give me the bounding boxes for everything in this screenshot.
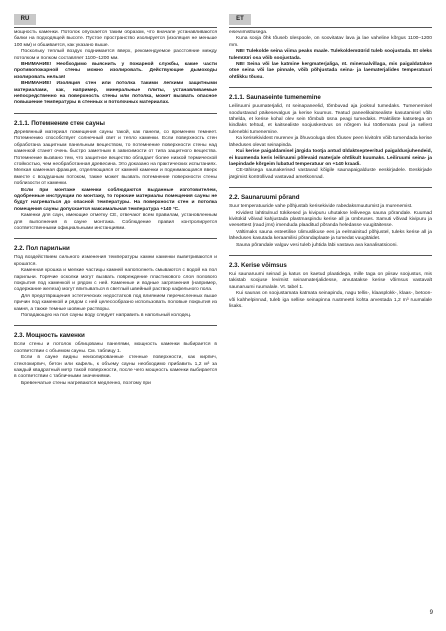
section-divider xyxy=(229,87,432,88)
paragraph: Kividest lahtitulnud tükikesed ja kivipuru uhutakse leiliveega sauna põrandale. Kuumad kivitükid võivad kahjustada plastmaspindu kerise all ja ümbruses. Samuti võivad kivipuru ja veesettest (raud jms) imenduda plaaditud põranda heledasse vuugitäitesse. xyxy=(229,210,432,229)
paragraph: Если в сауне видны неизолированные стенные поверхности, как кирпич, стеклокирпич, бетон или кафель, к объему сауны необходимо прибавить 1,2 м³ за каждый квадратный метр такой поверхности, после чего мощность каменки выбирается в соответствии с табличными значениями. xyxy=(14,355,217,380)
section-divider xyxy=(229,255,432,256)
paragraph: Поскольку теплый воздух поднимается вверх, рекомендуемое расстояние между потолком и полком составляет 1100–1200 мм. xyxy=(14,49,217,61)
section-heading: 2.2. Saunaruumi põrand xyxy=(229,194,300,202)
paragraph: Ka kerisekividest murenev ja õhuvooluga üles tõusev peen kivitolm võib tumendada kerise läheduses olevat seinapinda. xyxy=(229,136,432,148)
section-divider xyxy=(14,238,217,239)
warning-paragraph: NB! Tulekolde seina viima peaks maale. Tulekoldemüürid tuleb soojustada. Et oleks tulemüüri osa võib soojustada. xyxy=(229,49,432,61)
paragraph: Под воздействием сильного изменения температуры камни каменки выветриваются и крошатся. xyxy=(14,255,217,267)
paragraph: Kui saunas on soojustamata katmata seinapindu, nagu tellis-, klaasplokk-, klaas-, betoon- või kahhelpinnad, tuleb iga sellise seinapinna ruutmeetri kohta arvestada 1,2 m³ ruumalale lisaks. xyxy=(229,291,432,309)
paragraph: Каменки для саун, имеющие отметку CE, отвечают всем правилам, установленным для выполнения в сауне монтажа. Соблюдение правил контролируется соответственными официальными инстанциями. xyxy=(14,213,217,231)
paragraph: Каменная крошка и мелкие частицы камней напополнеть смываются с водой на пол парильни. Горячие осколки могут вызвать повреждение пластикового слоя полового покрытия под каменкой и рядом с ней. Каменные и водные загрязнения (например, содержание железа) могут впитываться в светлый швейный раствор кафельного пола. xyxy=(14,268,217,293)
section-heading: 2.2. Пол парильни xyxy=(14,245,70,253)
paragraph: Vältimaks sauna esteetilise ülimuslikuse ees ja eelmainitud põhjustel, tuleks kerise all ja läheduses kasutada keraamilisi põrandaplaate ja tumedat vuugitäidet. xyxy=(229,229,432,242)
paragraph: Деревянный материал помещения сауны такой, как панели, со временем темнеет. Потемнению способствует солнечный свет и тепло каменки. Если поверхность стен обработана защитным панельным веществом, то потемнение поверхности стены над каменкой станет очень быстро заметным в зависимости от типа защитного вещества. Потемнение вызвано тем, что защитное вещество обладает более низкой термической стойкостью, чем необработанная древесина. Это доказано на практических испытаниях. Мелкая каменная фракция, отделяющаяся от камней каменки и поднимающаяся вверх вместе с воздушным потоком, также может вызвать потемнение поверхности стены поблизости от каменки. xyxy=(14,129,217,187)
section-heading: 2.1.1. Saunaseinte tumenemine xyxy=(229,94,321,102)
paragraph: Sauna põrandale valguv vesi tuleb juhtida läbi vastava ava kanalisatsiooni. xyxy=(236,242,398,248)
paragraph: Suur temperatuuride vahe põhjustab kerisekivide rabedaksmuutumist ja murenemist. xyxy=(229,204,413,210)
paragraph: Попадающую на пол сауны воду следует направить в напольный колодец. xyxy=(21,313,192,319)
warning-paragraph: ВНИМАНИЕ! Изоляция стен или потолка такими легкими защитными материалами, как, например, минеральные плиты, устанавливаемые непосредственно на поверхность стены или потолка, может вызвать опасное повышение температуры в стенных и потолочных материалах. xyxy=(14,81,217,106)
paragraph: Если стены и потолок облицованы панелями, мощность каменки выбирается в соответствии с объемом сауны. См. таблицу 1. xyxy=(14,342,217,354)
paragraph: Бревенчатые стены нагреваются медленно, поэтому при xyxy=(21,380,151,386)
section-heading: 2.1.1. Потемнение стен сауны xyxy=(14,119,105,127)
estonian-column xyxy=(229,30,432,618)
warning-paragraph: NB! Seina või lae katmine kergmaterjaliga, nt. mineraalvillaga, mis paigaldatakse otse seina või lae pinnale, võib põhjustada seina- ja laematerjalides temperatuuri ohtlikku tõusu. xyxy=(229,62,432,80)
section-divider xyxy=(14,113,217,114)
language-tab-ru: RU xyxy=(14,14,36,25)
paragraph: CE-tähisega saunakerised vastavad kõigile saunapaigalduste eeskirjadele. Eeskirjade järgimist kontrollivad vastavad ametkonnad. xyxy=(229,168,432,180)
warning-paragraph: ВНИМАНИЕ! Необходимо выяснить у пожарной службы, какие части противопожарной стены можно изолировать. Действующие дымоходы изолировать нельзя! xyxy=(14,62,217,80)
section-heading: 2.3. Мощность каменки xyxy=(14,332,85,340)
section-heading: 2.3. Kerise võimsus xyxy=(229,261,287,269)
section-divider xyxy=(14,325,217,326)
section-divider xyxy=(229,187,432,188)
language-tab-et: ET xyxy=(229,14,251,25)
header-divider-right xyxy=(229,27,432,28)
page-number: 9 xyxy=(429,610,433,616)
russian-column xyxy=(14,30,217,618)
paragraph: мощность каменки. Потолок опускается таким образом, что вначале устанавливаются балки на подходящей высоте. Пустое пространство изолируется (изоляция не меньше 100 мм) и обшивается, как указано выше. xyxy=(14,30,217,48)
paragraph: eiseviimistlusega. xyxy=(229,30,268,35)
bold-paragraph: Если при монтаже каменки соблюдаются выданные изготовителем, одобренные инструкции по монтажу, то горючие материалы помещения сауны не будут нагреваться до опасной температуры. На поверхности стен и потолка помещения сауны допускается максимальная температура +140 °C. xyxy=(14,187,217,212)
paragraph: Kuna sooja õhk tõuseb ülespoole, on soovitatav lava ja lae vaheline kõrgus 1100–1200 mm. xyxy=(229,36,432,48)
header-divider-left xyxy=(14,27,217,28)
paragraph: Leiliruumi puumaterjalid, nt seinapaneelid, tõmbuvad aja jooksul tumedaks. Tumenemisel soodustavad päikesevalgus ja kerise kuumus. Teatud paneelikaitsealiste kasutamisel võib tähelda, et kerise kohal olev sein tõmbub üsna peagi tumedaks. Praktiliste katsetega on kindlaks tehtud, et kaitsealiste soojuskestvus on nõrgem kui töötlemata puul ja sellest tulenebki tumenemine. xyxy=(229,104,432,135)
paragraph: Kui saunaruumi seinad ja katus on kaetud plaatidega, mille taga on piisav soojustus, mis takistab soojuse levimist seinamaterjalidesse, arvutatakse kerise võimsus vastavalt saunaruumi ruumalale. Vt. tabel 1. xyxy=(229,271,432,290)
bold-paragraph: Kui kerise paigaldamisel järgida tootja antud üldaktsepteeritud paigaldusjuhendeid, ei kuumenda keris leiliruumi põlevaid materjale ohtlikult kuumaks. Leiliruumi seina- ja laepindade kõrgeim lubatud temperatuur on +140 kraadi. xyxy=(229,149,432,167)
paragraph: Для предотвращения эстетических недостатков под влиянием перечисленных выше причин под каменкой и рядом с ней целесообразно использовать половые покрытия из камня, а также темные шовные растворы. xyxy=(14,293,217,312)
